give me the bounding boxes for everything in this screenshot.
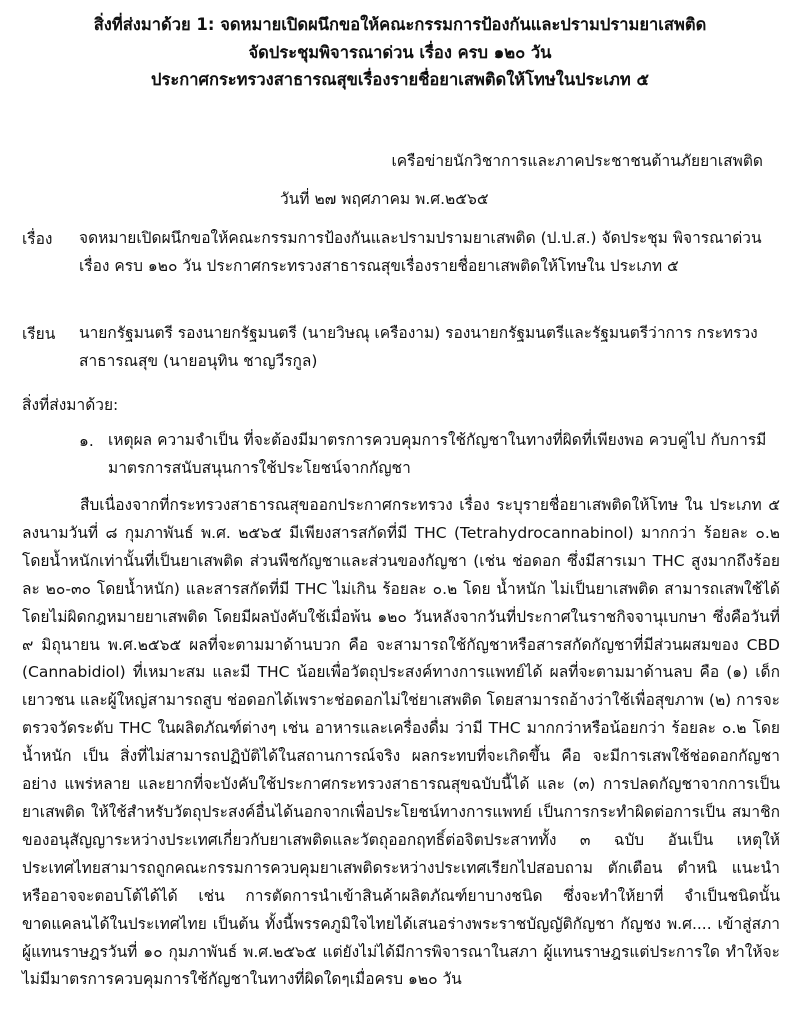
body-paragraph: สืบเนื่องจากที่กระทรวงสาธารณสุขออกประกาศกระทรวง เรื่อง ระบุรายชื่อยาเสพติดให้โทษ ใน ประเภท ๕ ลงนามวันที่ ๘ กุมภาพันธ์ พ.ศ. ๒๕๖๕ มีเพียงสารสกัดที่มี THC (Tetrahydrocannabinol) มากกว่า ร้อยละ ๐.๒ โดยน้ำหนักเท่านั้นที่เป็นยาเสพติด ส่วนพืชกัญชาและส่วนของกัญชา (เช่น ช่อดอก ซึ่งมีสารเมา THC สูงมากถึงร้อยละ ๒๐-๓๐ โดยน้ำหนัก) และสารสกัดที่มี THC ไม่เกิน ร้อยละ ๐.๒ โดย น้ำหนัก ไม่เป็นยาเสพติด สามารถเสพใช้ได้โดยไม่ผิดกฎหมายยาเสพติด โดยมีผลบังคับใช้เมื่อพ้น ๑๒๐ วันหลังจากวันที่ประกาศในราชกิจจานุเบกษา ซึ่งคือวันที่ ๙ มิถุนายน พ.ศ.๒๕๖๕ ผลที่จะตามมาด้านบวก คือ จะสามารถใช้กัญชาหรือสารสกัดกัญชาที่มีส่วนผสมของ CBD (Cannabidiol) ที่เหมาะสม และมี THC น้อยเพื่อวัตถุประสงค์ทางการแพทย์ได้ ผลที่จะตามมาด้านลบ คือ (๑) เด็ก เยาวชน และผู้ใหญ่สามารถสูบ ช่อดอกได้เพราะช่อดอกไม่ใช่ยาเสพติด โดยสามารถอ้างว่าใช้เพื่อสุขภาพ (๒) การจะตรวจวัดระดับ THC ในผลิตภัณฑ์ต่างๆ เช่น อาหารและเครื่องดื่ม ว่ามี THC มากกว่าหรือน้อยกว่า ร้อยละ ๐.๒ โดยน้ำหนัก เป็น สิ่งที่ไม่สามารถปฏิบัติได้ในสถานการณ์จริง ผลกระทบที่จะเกิดขึ้น คือ จะมีการเสพใช้ช่อดอกกัญชาอย่าง แพร่หลาย และยากที่จะบังคับใช้ประกาศกระทรวงสาธารณสุขฉบับนี้ได้ และ (๓) การปลดกัญชาจากการเป็น ยาเสพติด ให้ใช้สำหรับวัตถุประสงค์อื่นได้นอกจากเพื่อประโยชน์ทางการแพทย์ เป็นการกระทำผิดต่อการเป็น สมาชิกของอนุสัญญาระหว่างประเทศเกี่ยวกับยาเสพติดและวัตถุออกฤทธิ์ต่อจิตประสาททั้ง ๓ ฉบับ อันเป็น เหตุให้ประเทศไทยสามารถถูกคณะกรรมการควบคุมยาเสพติดระหว่างประเทศเรียกไปสอบถาม ตักเตือน ตำหนิ แนะนำ หรืออาจจะตอบโต้ได้ได้ เช่น การตัดการนำเข้าสินค้าผลิตภัณฑ์ยาบางชนิด ซึ่งจะทำให้ยาที่ จำเป็นชนิดนั้นขาดแคลนได้ในประเทศไทย เป็นต้น ทั้งนี้พรรคภูมิใจไทยได้เสนอร่างพระราชบัญญัติกัญชา กัญชง พ.ศ.... เข้าสู่สภาผู้แทนราษฎรวันที่ ๑๐ กุมภาพันธ์ พ.ศ.๒๕๖๕ แต่ยังไม่ได้มีการพิจารณาในสภา ผู้แทนราษฎรแต่ประการใด ทำให้จะไม่มีมาตรการควบคุมการใช้กัญชาในทางที่ผิดใดๆเมื่อครบ ๑๒๐ วัน <box>22 496 780 989</box>
subject-text: จดหมายเปิดผนึกขอให้คณะกรรมการป้องกันและปรามปรามยาเสพติด (ป.ป.ส.) จัดประชุม พิจารณาด่วน เรื่อง ครบ ๑๒๐ วัน ประกาศกระทรวงสาธารณสุขเรื่องรายชื่อยาเสพติดให้โทษใน ประเภท ๕ <box>79 229 762 275</box>
recipient-text: นายกรัฐมนตรี รองนายกรัฐมนตรี (นายวิษณุ เครืองาม) รองนายกรัฐมนตรีและรัฐมนตรีว่าการ กระทรวงสาธารณสุข (นายอนุทิน ชาญวีรกูล) <box>79 324 758 370</box>
document-title-line-1: สิ่งที่ส่งมาด้วย 1: จดหมายเปิดผนึกขอให้คณะกรรมการป้องกันและปรามปรามยาเสพติด <box>93 15 707 34</box>
letter-date: วันที่ ๒๗ พฤศภาคม พ.ศ.๒๕๖๕ <box>280 190 489 208</box>
sender-organization: เครือข่ายนักวิชาการและภาคประชาชนต้านภัยยาเสพติด <box>391 152 763 170</box>
recipient-label: เรียน <box>22 325 56 343</box>
list-item-text: เหตุผล ความจำเป็น ที่จะต้องมีมาตรการควบคุมการใช้กัญชาในทางที่ผิดที่เพียงพอ ควบคู่ไป กับการมีมาตรการสนับสนุนการใช้ประโยชน์จากกัญชา <box>108 431 767 477</box>
list-item-number: ๑. <box>79 432 94 450</box>
document-title-line-3: ประกาศกระทรวงสาธารณสุขเรื่องรายชื่อยาเสพติดให้โทษในประเภท ๕ <box>151 70 649 89</box>
subject-label: เรื่อง <box>22 230 53 248</box>
document-title-line-2: จัดประชุมพิจารณาด่วน เรื่อง ครบ ๑๒๐ วัน <box>248 43 552 62</box>
enclosure-label: สิ่งที่ส่งมาด้วย: <box>22 396 119 414</box>
